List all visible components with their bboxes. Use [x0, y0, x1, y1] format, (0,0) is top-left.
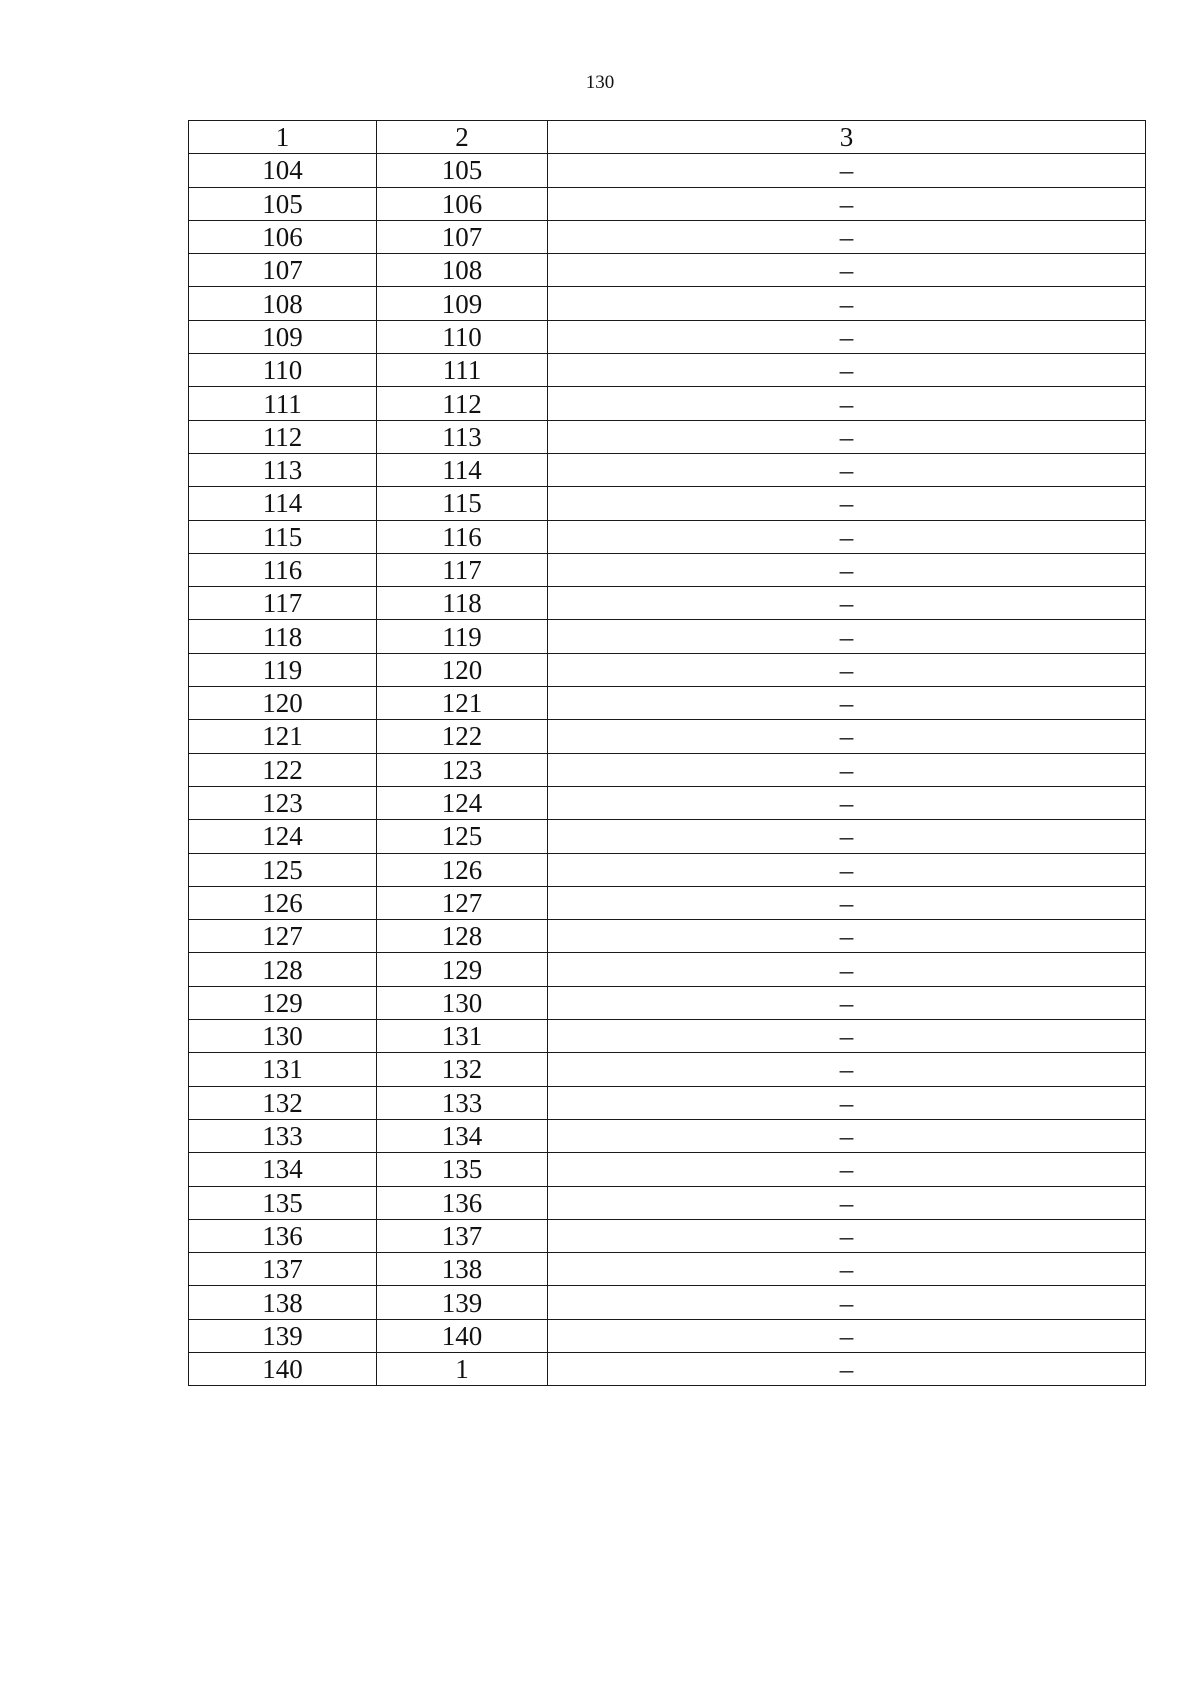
table-cell-col2: 120 — [377, 653, 548, 686]
table-cell-col1: 125 — [189, 853, 377, 886]
table-row — [189, 1086, 1146, 1119]
table-cell-col3: – — [548, 986, 1146, 1019]
table-cell-col1: 112 — [189, 420, 377, 453]
table-row — [189, 487, 1146, 520]
table-cell-col2: 129 — [377, 953, 548, 986]
table-cell-col1: 131 — [189, 1053, 377, 1086]
header-cell-3: 3 — [548, 121, 1146, 154]
table-row — [189, 1186, 1146, 1219]
table-cell-col3: – — [548, 920, 1146, 953]
table-cell-col2: 138 — [377, 1253, 548, 1286]
table-cell-col1: 138 — [189, 1286, 377, 1319]
table-cell-col1: 137 — [189, 1253, 377, 1286]
table-cell-col3: – — [548, 587, 1146, 620]
table-cell-col3: – — [548, 653, 1146, 686]
table-cell-col1: 106 — [189, 220, 377, 253]
table-cell-col2: 140 — [377, 1319, 548, 1352]
table-cell-col2: 105 — [377, 154, 548, 187]
table-cell-col1: 122 — [189, 753, 377, 786]
table-row — [189, 254, 1146, 287]
table-row — [189, 853, 1146, 886]
table-cell-col2: 110 — [377, 320, 548, 353]
table-cell-col3: – — [548, 720, 1146, 753]
table-cell-col1: 135 — [189, 1186, 377, 1219]
table-row — [189, 553, 1146, 586]
table-row — [189, 953, 1146, 986]
table-cell-col3: – — [548, 420, 1146, 453]
table-cell-col1: 134 — [189, 1153, 377, 1186]
table-cell-col1: 109 — [189, 320, 377, 353]
table-cell-col3: – — [548, 287, 1146, 320]
table-cell-col2: 1 — [377, 1352, 548, 1385]
table-cell-col2: 137 — [377, 1219, 548, 1252]
table-cell-col1: 111 — [189, 387, 377, 420]
table-cell-col2: 119 — [377, 620, 548, 653]
table-cell-col1: 124 — [189, 820, 377, 853]
table-cell-col1: 133 — [189, 1119, 377, 1152]
table-row — [189, 220, 1146, 253]
page-number: 130 — [585, 72, 615, 93]
table-cell-col1: 119 — [189, 653, 377, 686]
table-cell-col3: – — [548, 187, 1146, 220]
table-cell-col3: – — [548, 220, 1146, 253]
table-cell-col2: 113 — [377, 420, 548, 453]
table-row — [189, 1020, 1146, 1053]
table-cell-col1: 104 — [189, 154, 377, 187]
table-cell-col2: 123 — [377, 753, 548, 786]
table-row — [189, 354, 1146, 387]
table-cell-col1: 140 — [189, 1352, 377, 1385]
table-cell-col2: 111 — [377, 354, 548, 387]
table-cell-col1: 139 — [189, 1319, 377, 1352]
table-cell-col1: 130 — [189, 1020, 377, 1053]
table-row — [189, 587, 1146, 620]
table-cell-col3: – — [548, 1086, 1146, 1119]
table-row — [189, 520, 1146, 553]
table-cell-col3: – — [548, 1319, 1146, 1352]
table-cell-col3: – — [548, 1053, 1146, 1086]
table-cell-col2: 128 — [377, 920, 548, 953]
table-cell-col1: 107 — [189, 254, 377, 287]
table-cell-col3: – — [548, 1153, 1146, 1186]
table-cell-col2: 126 — [377, 853, 548, 886]
table-cell-col1: 126 — [189, 886, 377, 919]
table-row — [189, 1253, 1146, 1286]
table-cell-col1: 110 — [189, 354, 377, 387]
table-cell-col1: 132 — [189, 1086, 377, 1119]
table-row — [189, 1286, 1146, 1319]
table-cell-col2: 107 — [377, 220, 548, 253]
table-row — [189, 1153, 1146, 1186]
table-cell-col2: 112 — [377, 387, 548, 420]
table-cell-col2: 109 — [377, 287, 548, 320]
table-cell-col2: 116 — [377, 520, 548, 553]
table-cell-col1: 116 — [189, 553, 377, 586]
table-cell-col3: – — [548, 254, 1146, 287]
table-cell-col2: 115 — [377, 487, 548, 520]
table-cell-col1: 120 — [189, 687, 377, 720]
table-row — [189, 620, 1146, 653]
table-cell-col3: – — [548, 1253, 1146, 1286]
table-cell-col3: – — [548, 1119, 1146, 1152]
table-cell-col3: – — [548, 320, 1146, 353]
table-cell-col2: 133 — [377, 1086, 548, 1119]
table-row — [189, 1053, 1146, 1086]
table-cell-col3: – — [548, 620, 1146, 653]
table-cell-col2: 121 — [377, 687, 548, 720]
table-cell-col2: 127 — [377, 886, 548, 919]
table-cell-col3: – — [548, 1286, 1146, 1319]
table-cell-col1: 115 — [189, 520, 377, 553]
table-cell-col3: – — [548, 687, 1146, 720]
table-cell-col1: 128 — [189, 953, 377, 986]
table-cell-col3: – — [548, 1186, 1146, 1219]
table-cell-col1: 129 — [189, 986, 377, 1019]
table-cell-col2: 114 — [377, 453, 548, 486]
table-cell-col2: 131 — [377, 1020, 548, 1053]
header-cell-1: 1 — [189, 121, 377, 154]
table-cell-col2: 122 — [377, 720, 548, 753]
table-cell-col2: 117 — [377, 553, 548, 586]
header-cell-2: 2 — [377, 121, 548, 154]
table-row — [189, 453, 1146, 486]
table-cell-col3: – — [548, 1219, 1146, 1252]
table-cell-col1: 136 — [189, 1219, 377, 1252]
table-cell-col2: 134 — [377, 1119, 548, 1152]
table-row — [189, 653, 1146, 686]
table-cell-col1: 118 — [189, 620, 377, 653]
table-cell-col3: – — [548, 786, 1146, 819]
table-cell-col3: – — [548, 1352, 1146, 1385]
table-cell-col2: 118 — [377, 587, 548, 620]
table-cell-col1: 105 — [189, 187, 377, 220]
table-row — [189, 720, 1146, 753]
table-cell-col3: – — [548, 354, 1146, 387]
table-cell-col2: 125 — [377, 820, 548, 853]
table-row — [189, 786, 1146, 819]
table-cell-col3: – — [548, 487, 1146, 520]
table-row — [189, 387, 1146, 420]
table-row — [189, 1352, 1146, 1385]
table-cell-col3: – — [548, 553, 1146, 586]
table-cell-col2: 106 — [377, 187, 548, 220]
table-cell-col3: – — [548, 520, 1146, 553]
table-cell-col1: 114 — [189, 487, 377, 520]
table-header-row — [189, 121, 1146, 154]
table-cell-col2: 124 — [377, 786, 548, 819]
data-table — [188, 120, 1146, 1386]
table-cell-col1: 108 — [189, 287, 377, 320]
table-row — [189, 187, 1146, 220]
table-cell-col3: – — [548, 953, 1146, 986]
table-cell-col2: 139 — [377, 1286, 548, 1319]
table-row — [189, 1219, 1146, 1252]
table-row — [189, 154, 1146, 187]
table-cell-col2: 108 — [377, 254, 548, 287]
table-cell-col2: 130 — [377, 986, 548, 1019]
table-cell-col2: 132 — [377, 1053, 548, 1086]
table-row — [189, 886, 1146, 919]
table-row — [189, 320, 1146, 353]
table-cell-col1: 123 — [189, 786, 377, 819]
table-row — [189, 920, 1146, 953]
table-row — [189, 287, 1146, 320]
table-cell-col3: – — [548, 853, 1146, 886]
table-cell-col3: – — [548, 820, 1146, 853]
table-cell-col3: – — [548, 1020, 1146, 1053]
table-cell-col1: 117 — [189, 587, 377, 620]
table-cell-col1: 113 — [189, 453, 377, 486]
table-body — [189, 121, 1146, 1386]
table-cell-col3: – — [548, 753, 1146, 786]
table-row — [189, 1119, 1146, 1152]
table-row — [189, 1319, 1146, 1352]
table-row — [189, 753, 1146, 786]
table-cell-col2: 136 — [377, 1186, 548, 1219]
table-cell-col3: – — [548, 387, 1146, 420]
table-cell-col1: 121 — [189, 720, 377, 753]
table-cell-col3: – — [548, 154, 1146, 187]
table-row — [189, 420, 1146, 453]
table-row — [189, 986, 1146, 1019]
table-cell-col1: 127 — [189, 920, 377, 953]
table-cell-col2: 135 — [377, 1153, 548, 1186]
table-cell-col3: – — [548, 886, 1146, 919]
table-row — [189, 687, 1146, 720]
table-row — [189, 820, 1146, 853]
table-cell-col3: – — [548, 453, 1146, 486]
